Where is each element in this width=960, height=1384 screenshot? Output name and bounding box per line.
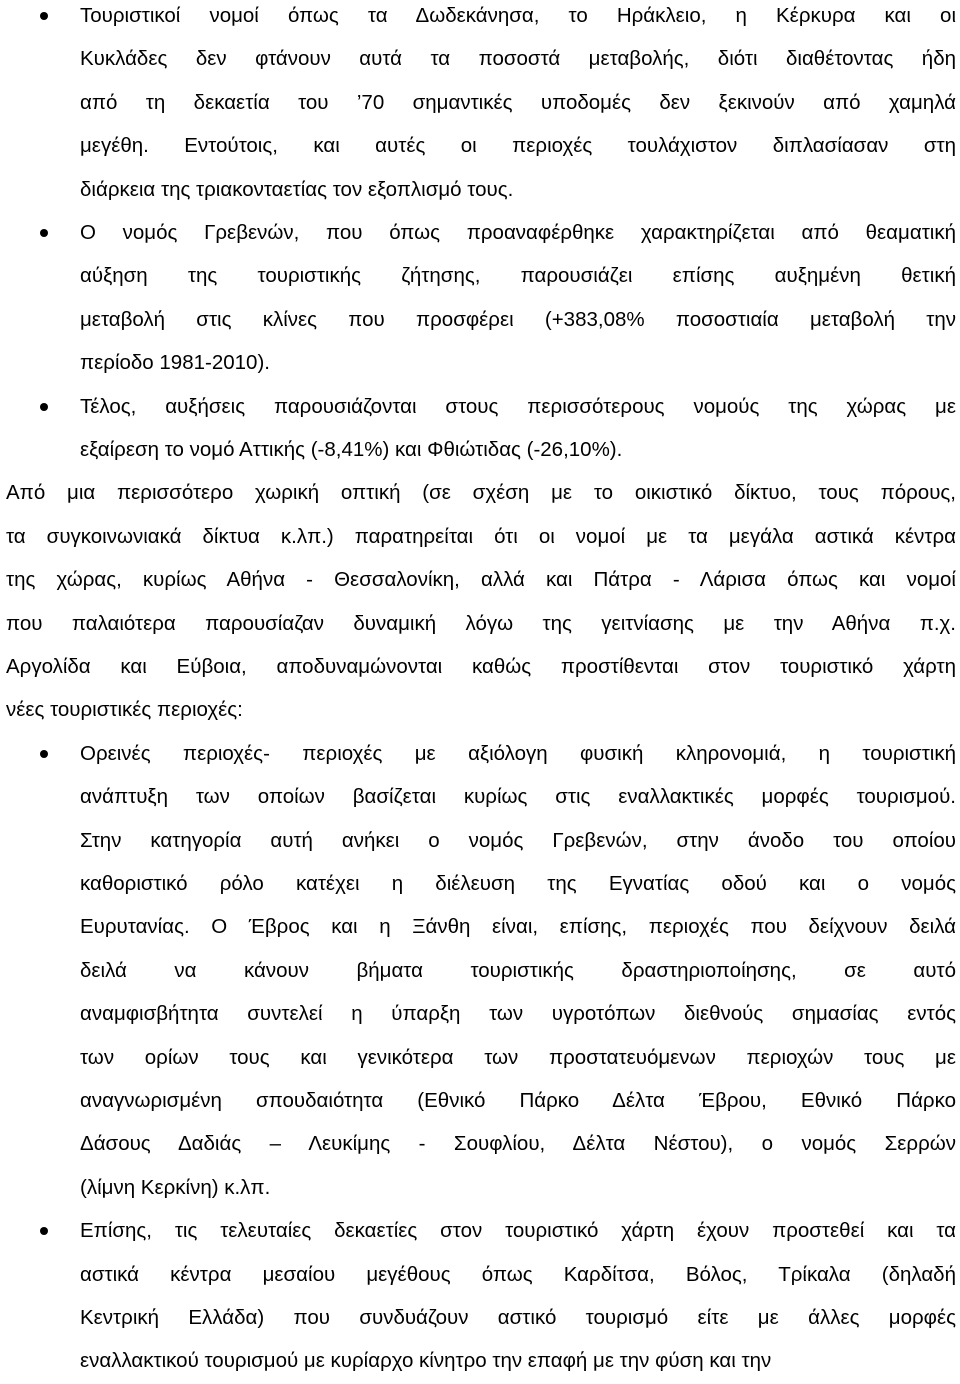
bottom-bullet-0-line: Δάσους Δαδιάς – Λευκίμης - Σουφλίου, Δέλτα Νέστου), ο νομός Σερρών: [80, 1132, 956, 1156]
bullet-icon: [40, 229, 48, 237]
paragraph-line: Από μια περισσότερο χωρική οπτική (σε σχέση με το οικιστικό δίκτυο, τους πόρους,: [6, 481, 956, 505]
top-bullet-0-line: διάρκεια της τριακονταετίας τον εξοπλισμό τους.: [80, 177, 514, 201]
bottom-bullet-1-line: Επίσης, τις τελευταίες δεκαετίες στον τουριστικό χάρτη έχουν προστεθεί και τα: [80, 1219, 956, 1243]
top-bullet-2-line: Τέλος, αυξήσεις παρουσιάζονται στους περισσότερους νομούς της χώρας με: [80, 394, 956, 418]
bottom-bullet-0-line: δειλά να κάνουν βήματα τουριστικής δραστηριοποίησης, σε αυτό: [80, 958, 956, 982]
top-bullet-2-line: εξαίρεση το νομό Αττικής (-8,41%) και Φθιώτιδας (-26,10%).: [80, 438, 623, 461]
bullet-icon: [40, 12, 48, 20]
bullet-icon: [40, 1227, 48, 1235]
top-bullet-1-line: αύξηση της τουριστικής ζήτησης, παρουσιάζει επίσης αυξημένη θετική: [80, 264, 956, 288]
bottom-bullet-0-line: ανάπτυξη των οποίων βασίζεται κυρίως στις εναλλακτικές μορφές τουρισμού.: [80, 785, 956, 809]
paragraph-line: που παλαιότερα παρουσίαζαν δυναμική λόγω της γειτνίασης με την Αθήνα π.χ.: [6, 611, 956, 635]
bottom-bullet-0-line: καθοριστικό ρόλο κατέχει η διέλευση της Εγνατίας οδού και ο νομός: [80, 872, 956, 895]
bottom-bullet-1-line: εναλλακτικού τουρισμού με κυρίαρχο κίνητρο την επαφή με την φύση και την: [80, 1349, 772, 1373]
bottom-bullet-0-line: Ορεινές περιοχές- περιοχές με αξιόλογη φυσική κληρονομιά, η τουριστική: [80, 741, 956, 765]
bottom-bullet-0-line: Στην κατηγορία αυτή ανήκει ο νομός Γρεβενών, στην άνοδο του οποίου: [80, 828, 956, 852]
bottom-bullet-0-line: (λίμνη Κερκίνη) κ.λπ.: [80, 1175, 271, 1199]
top-bullet-0-line: μεγέθη. Εντούτοις, και αυτές οι περιοχές τουλάχιστον διπλασίασαν στη: [80, 134, 956, 158]
paragraph-line: της χώρας, κυρίως Αθήνα - Θεσσαλονίκη, αλλά και Πάτρα - Λάρισα όπως και νομοί: [6, 568, 956, 592]
bottom-bullet-1-line: Κεντρική Ελλάδα) που συνδυάζουν αστικό τουρισμό είτε με άλλες μορφές: [80, 1306, 956, 1329]
paragraph-line: τα συγκοινωνιακά δίκτυα κ.λπ.) παρατηρείται ότι οι νομοί με τα μεγάλα αστικά κέντρα: [6, 524, 956, 548]
top-bullet-0-line: από τη δεκαετία του ’70 σημαντικές υποδομές δεν ξεκινούν από χαμηλά: [80, 90, 956, 114]
top-bullet-1-line: μεταβολή στις κλίνες που προσφέρει (+383,08% ποσοστιαία μεταβολή την: [80, 307, 956, 331]
top-bullet-1-line: περίοδο 1981-2010).: [80, 351, 270, 375]
bullet-icon: [40, 403, 48, 411]
bottom-bullet-0-line: Ευρυτανίας. Ο Έβρος και η Ξάνθη είναι, επίσης, περιοχές που δείχνουν δειλά: [80, 915, 956, 939]
top-bullet-0-line: Κυκλάδες δεν φτάνουν αυτά τα ποσοστά μεταβολής, διότι διαθέτοντας ήδη: [80, 47, 956, 71]
bottom-bullet-0-line: των ορίων τους και γενικότερα των προστατευόμενων περιοχών τους με: [80, 1045, 956, 1069]
bottom-bullet-0-line: αναγνωρισμένη σπουδαιότητα (Εθνικό Πάρκο Δέλτα Έβρου, Εθνικό Πάρκο: [80, 1089, 956, 1112]
bottom-bullet-0-line: αναμφισβήτητα συντελεί η ύπαρξη των υγροτόπων διεθνούς σημασίας εντός: [80, 1002, 956, 1026]
paragraph-line: Αργολίδα και Εύβοια, αποδυναμώνονται καθώς προστίθενται στον τουριστικό χάρτη: [6, 655, 956, 678]
top-bullet-0-line: Τουριστικοί νομοί όπως τα Δωδεκάνησα, το Ηράκλειο, η Κέρκυρα και οι: [80, 4, 956, 27]
top-bullet-1-line: Ο νομός Γρεβενών, που όπως προαναφέρθηκε χαρακτηρίζεται από θεαματική: [80, 221, 956, 244]
bottom-bullet-1-line: αστικά κέντρα μεσαίου μεγέθους όπως Καρδίτσα, Βόλος, Τρίκαλα (δηλαδή: [80, 1262, 956, 1286]
bullet-icon: [40, 750, 48, 758]
paragraph-line: νέες τουριστικές περιοχές:: [6, 698, 243, 722]
